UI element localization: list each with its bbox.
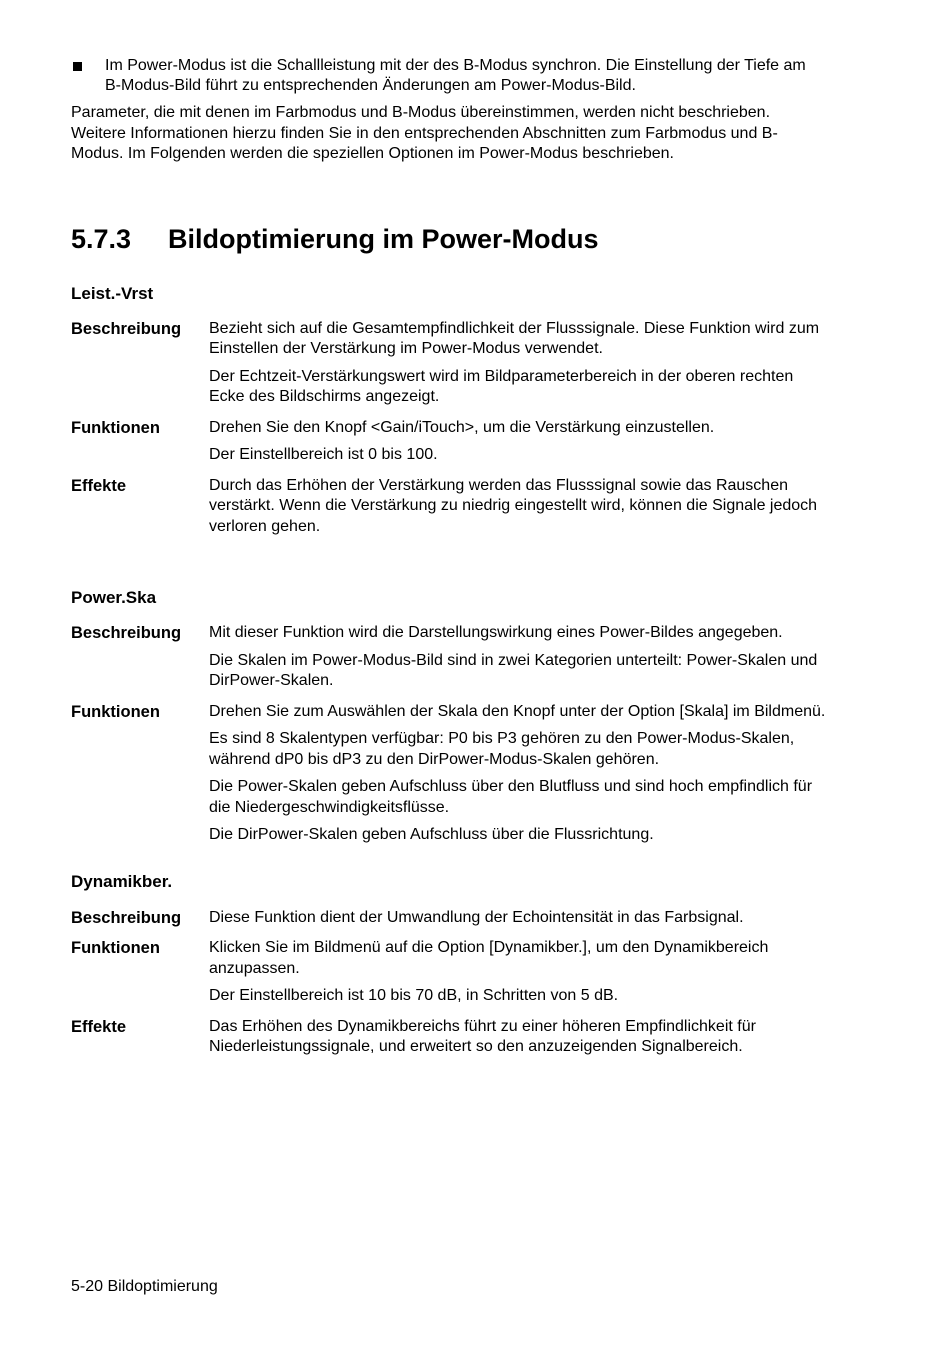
label-funktionen: Funktionen bbox=[71, 702, 160, 721]
bullet-item bbox=[71, 56, 831, 96]
label-funktionen: Funktionen bbox=[71, 939, 160, 957]
section-title: Bildoptimierung im Power-Modus bbox=[168, 223, 599, 254]
label-beschreibung: Beschreibung bbox=[71, 319, 182, 338]
subsection-title-leist: Leist.-Vrst bbox=[71, 283, 154, 303]
leist-effekte-row bbox=[71, 476, 831, 538]
label-funktionen: Funktionen bbox=[71, 418, 160, 437]
paragraph: Der Echtzeit-Verstärkungswert wird im Bildparameterbereich in der oberen rechten Ecke des Bildschirms angezeigt. bbox=[209, 367, 794, 405]
section-heading bbox=[71, 223, 831, 255]
leist-beschreibung-row bbox=[71, 319, 831, 408]
powerska-funktionen-text bbox=[209, 702, 831, 846]
paragraph: Die Skalen im Power-Modus-Bild sind in zwei Kategorien unterteilt: Power-Skalen und DirPower-Skalen. bbox=[209, 651, 818, 689]
leist-funktionen-row bbox=[71, 418, 831, 466]
square-bullet-icon bbox=[71, 56, 105, 96]
bullet-text: Im Power-Modus ist die Schallleistung mit der des B-Modus synchron. Die Einstellung der Tiefe am B-Modus-Bild führt zu entsprechenden Änderungen am Power-Modus-Bild. bbox=[105, 57, 806, 94]
paragraph: Die Power-Skalen geben Aufschluss über den Blutfluss und sind hoch empfindlich für die Niedergeschwindigkeitsflüsse. bbox=[209, 778, 813, 816]
powerska-beschreibung-row bbox=[71, 623, 831, 692]
dynamik-effekte-text bbox=[209, 1017, 831, 1058]
paragraph: Das Erhöhen des Dynamikbereichs führt zu einer höheren Empfindlichkeit für Niederleistungssignale, und erweitert so den anzuzeigenden Signalbereich. bbox=[209, 1017, 756, 1055]
paragraph: Durch das Erhöhen der Verstärkung werden das Flusssignal sowie das Rauschen verstärkt. Wenn die Verstärkung zu niedrig eingestellt wird, können die Signale jedoch verloren gehen. bbox=[209, 476, 818, 535]
paragraph: Drehen Sie zum Auswählen der Skala den Knopf unter der Option [Skala] im Bildmenü. bbox=[209, 702, 826, 720]
powerska-funktionen-row bbox=[71, 702, 831, 846]
label-beschreibung: Beschreibung bbox=[71, 624, 182, 642]
label-effekte: Effekte bbox=[71, 1017, 127, 1036]
intro-paragraph: Parameter, die mit denen im Farbmodus und B-Modus übereinstimmen, werden nicht beschrieben. Weitere Informationen hierzu finden Sie in den entsprechenden Abschnitten zum Farbmodus und B-Modus. Im Folgenden werden die speziellen Optionen im Power-Modus beschrieben. bbox=[71, 104, 778, 162]
dynamik-beschreibung-text bbox=[209, 908, 831, 929]
paragraph: Klicken Sie im Bildmenü auf die Option [Dynamikber.], um den Dynamikbereich anzupassen. bbox=[209, 939, 769, 977]
leist-beschreibung-text bbox=[209, 319, 831, 408]
paragraph: Drehen Sie den Knopf <Gain/iTouch>, um die Verstärkung einzustellen. bbox=[209, 418, 715, 436]
leist-funktionen-text bbox=[209, 418, 831, 466]
paragraph: Diese Funktion dient der Umwandlung der Echointensität in das Farbsignal. bbox=[209, 908, 744, 926]
leist-effekte-text bbox=[209, 476, 831, 538]
section-number: 5.7.3 bbox=[71, 223, 132, 254]
dynamik-funktionen-row bbox=[71, 938, 831, 1007]
dynamik-effekte-row bbox=[71, 1017, 831, 1058]
subsection-title-powerska: Power.Ska bbox=[71, 588, 157, 607]
label-beschreibung: Beschreibung bbox=[71, 908, 182, 927]
powerska-beschreibung-text bbox=[209, 623, 831, 692]
paragraph: Der Einstellbereich ist 0 bis 100. bbox=[209, 446, 438, 463]
paragraph: Bezieht sich auf die Gesamtempfindlichkeit der Flusssignale. Diese Funktion wird zum Einstellen der Verstärkung im Power-Modus verwendet. bbox=[209, 319, 820, 357]
label-effekte: Effekte bbox=[71, 476, 127, 495]
paragraph: Die DirPower-Skalen geben Aufschluss über die Flussrichtung. bbox=[209, 826, 654, 843]
paragraph: Es sind 8 Skalentypen verfügbar: P0 bis P3 gehören zu den Power-Modus-Skalen, während dP0 bis dP3 zu den DirPower-Modus-Skalen gehören. bbox=[209, 730, 795, 768]
dynamik-funktionen-text bbox=[209, 938, 831, 1007]
paragraph: Der Einstellbereich ist 10 bis 70 dB, in Schritten von 5 dB. bbox=[209, 987, 619, 1004]
document-page bbox=[71, 56, 831, 1058]
subsection-title-dynamik: Dynamikber. bbox=[71, 871, 173, 891]
paragraph: Mit dieser Funktion wird die Darstellungswirkung eines Power-Bildes angegeben. bbox=[209, 624, 783, 641]
dynamik-beschreibung-row bbox=[71, 908, 831, 929]
page-footer: 5-20 Bildoptimierung bbox=[71, 1278, 218, 1295]
